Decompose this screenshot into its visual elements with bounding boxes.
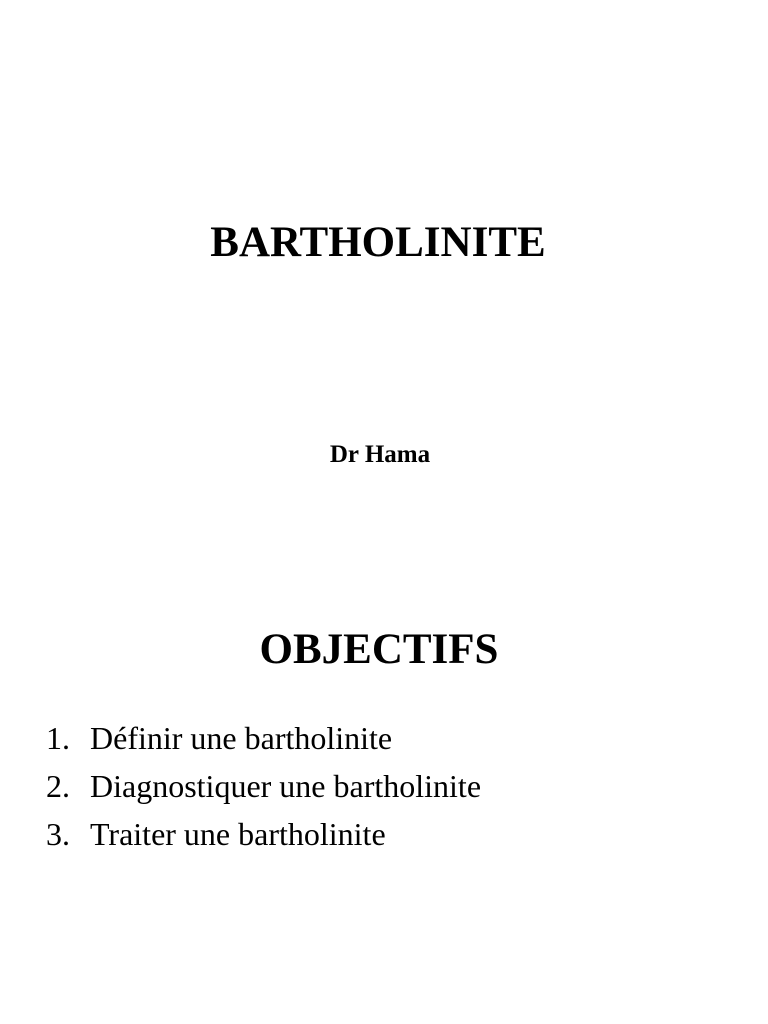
list-item-text: Diagnostiquer une bartholinite: [90, 768, 482, 804]
list-item-text: Traiter une bartholinite: [90, 816, 386, 852]
list-item: [46, 714, 481, 762]
document-title: BARTHOLINITE: [210, 219, 546, 266]
list-item-text: Définir une bartholinite: [90, 720, 393, 756]
list-item-number: 1.: [46, 720, 70, 756]
list-item-number: 2.: [46, 768, 70, 804]
objectives-list: [46, 714, 481, 858]
author-name: Dr Hama: [329, 441, 431, 468]
list-item-number: 3.: [46, 816, 70, 852]
list-item: [46, 762, 481, 810]
list-item: [46, 810, 481, 858]
section-heading-objectifs: OBJECTIFS: [259, 626, 499, 673]
